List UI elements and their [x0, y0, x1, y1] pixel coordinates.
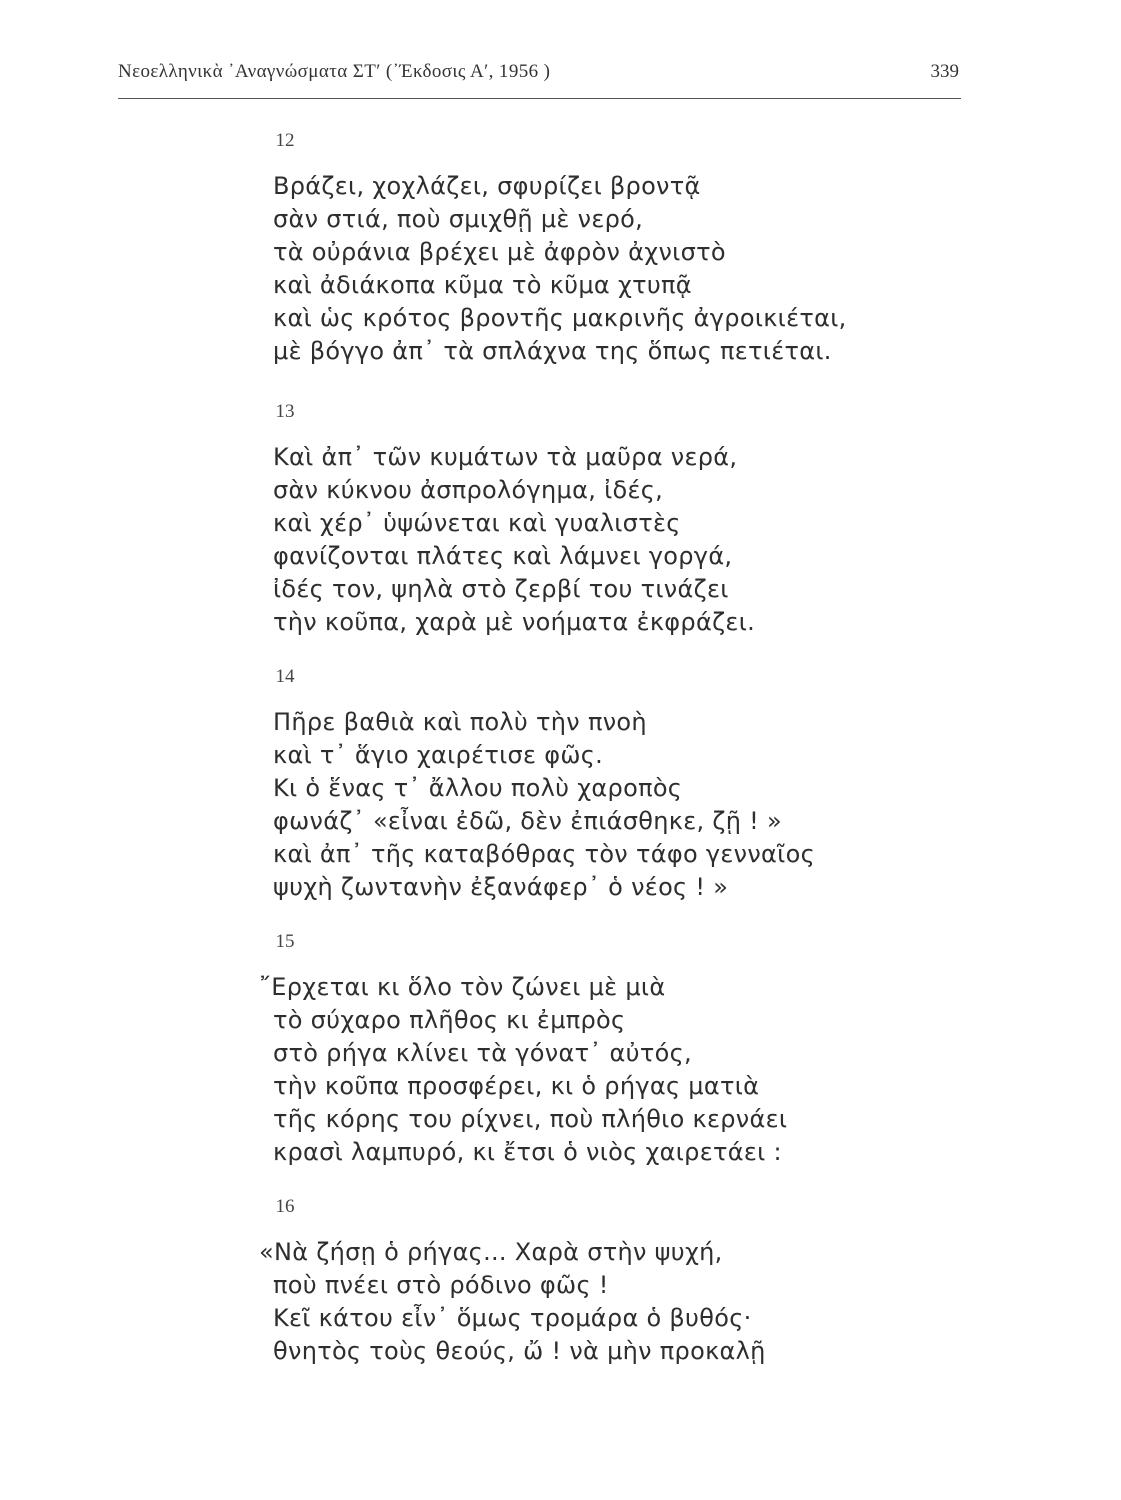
verse-line: τὸ σύχαρο πλῆθος κι ἐμπρὸς	[273, 1006, 626, 1034]
stanza	[273, 441, 893, 639]
verse-line: θνητὸς τοὺς θεούς, ὤ ! νὰ μὴν προκαλῇ	[273, 1337, 766, 1365]
stanza-number: 13	[275, 401, 295, 422]
verse-line: τὴν κοῦπα, χαρὰ μὲ νοήματα ἐκφράζει.	[273, 608, 756, 636]
verse-line: σὰν κύκνου ἀσπρολόγημα, ἰδές,	[273, 476, 664, 504]
verse-line: Πῆρε βαθιὰ καὶ πολὺ τὴν πνοὴ	[273, 708, 647, 736]
page-header	[118, 58, 961, 99]
stanza-number: 14	[275, 666, 295, 687]
stanza-number: 15	[275, 931, 295, 952]
verse-line: καὶ τ᾿ ἅγιο χαιρέτισε φῶς.	[273, 741, 604, 769]
verse-line: καὶ χέρ᾿ ὑψώνεται καὶ γυαλιστὲς	[273, 509, 681, 537]
stanza-number: 16	[275, 1196, 295, 1217]
verse-line: καὶ ὡς κρότος βροντῆς μακρινῆς ἀγροικιέται,	[273, 304, 847, 332]
verse-line: μὲ βόγγο ἀπ᾿ τὰ σπλάχνα της ὅπως πετιέται.	[273, 337, 832, 365]
verse-line: καὶ ἀπ᾿ τῆς καταβόθρας τὸν τάφο γενναῖος	[273, 840, 815, 868]
verse-line: τὰ οὐράνια βρέχει μὲ ἀφρὸν ἀχνιστὸ	[273, 238, 726, 266]
page-number: 339	[930, 61, 959, 82]
verse-line: ῎Ερχεται κι ὅλο τὸν ζώνει μὲ μιὰ	[259, 973, 666, 1001]
verse-line: φανίζονται πλάτες καὶ λάμνει γοργά,	[273, 542, 733, 570]
stanza-number: 12	[275, 130, 295, 151]
verse-line: ψυχὴ ζωντανὴν ἐξανάφερ᾿ ὁ νέος ! »	[273, 873, 729, 901]
verse-line: σὰν στιά, ποὺ σμιχθῇ μὲ νερό,	[273, 205, 644, 233]
verse-line: φωνάζ᾿ «εἶναι ἐδῶ, δὲν ἐπιάσθηκε, ζῇ ! »	[273, 807, 782, 835]
verse-line: Κεῖ κάτου εἶν᾿ ὅμως τρομάρα ὁ βυθός·	[273, 1304, 752, 1332]
stanza	[259, 1236, 893, 1368]
verse-line: κρασὶ λαμπυρό, κι ἔτσι ὁ νιὸς χαιρετάει :	[273, 1138, 782, 1166]
verse-line: ἰδές τον, ψηλὰ στὸ ζερβί του τινάζει	[273, 575, 729, 603]
verse-line: τῆς κόρης του ρίχνει, ποὺ πλήθιο κερνάει	[273, 1105, 788, 1133]
stanza	[273, 170, 893, 368]
verse-line: «Νὰ ζήσῃ ὁ ρήγας... Χαρὰ στὴν ψυχή,	[259, 1238, 723, 1266]
verse-line: ποὺ πνέει στὸ ρόδινο φῶς !	[273, 1271, 609, 1299]
stanza	[273, 706, 893, 904]
running-head: Νεοελληνικὰ ᾿Αναγνώσματα ΣΤ′ (᾿Έκδοσις Α′, 1956 )	[118, 61, 551, 82]
verse-line: Κι ὁ ἕνας τ᾿ ἄλλου πολὺ χαροπὸς	[273, 774, 683, 802]
verse-line: στὸ ρήγα κλίνει τὰ γόνατ᾿ αὐτός,	[273, 1039, 692, 1067]
verse-line: τὴν κοῦπα προσφέρει, κι ὁ ρήγας ματιὰ	[273, 1072, 760, 1100]
verse-line: καὶ ἀδιάκοπα κῦμα τὸ κῦμα χτυπᾷ	[273, 271, 692, 299]
stanza	[259, 971, 893, 1169]
verse-line: Βράζει, χοχλάζει, σφυρίζει βροντᾷ	[273, 172, 701, 200]
verse-line: Καὶ ἀπ᾿ τῶν κυμάτων τὰ μαῦρα νερά,	[273, 443, 738, 471]
